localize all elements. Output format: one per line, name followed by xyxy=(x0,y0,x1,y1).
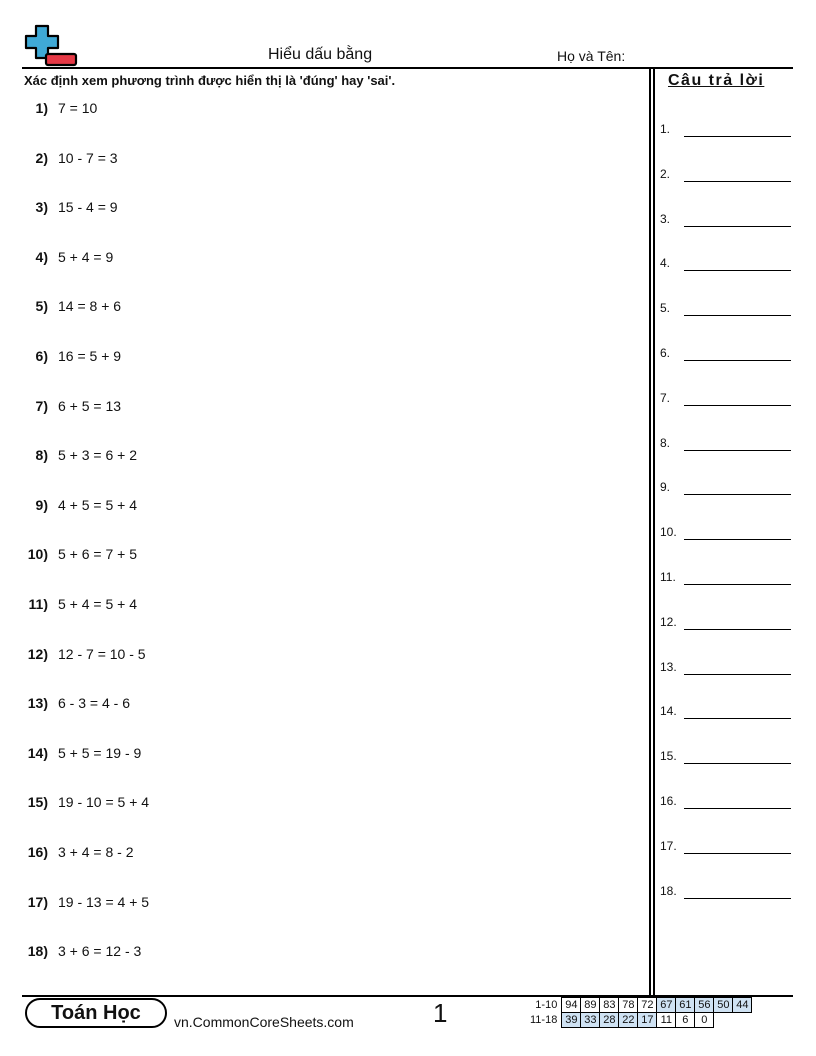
problem-equation: 10 - 7 = 3 xyxy=(58,149,118,166)
answer-number: 6. xyxy=(660,346,671,360)
score-row-label: 11-18 xyxy=(530,1014,558,1026)
answer-line[interactable] xyxy=(684,584,791,585)
problem-number: 9) xyxy=(35,496,48,513)
score-cell: 56 xyxy=(695,998,714,1013)
problem-equation: 3 + 6 = 12 - 3 xyxy=(58,943,142,960)
score-cell: 11 xyxy=(657,1013,676,1028)
instructions: Xác định xem phương trình được hiển thị là 'đúng' hay 'sai'. xyxy=(24,73,396,88)
answer-number: 9. xyxy=(660,480,671,495)
problem-equation: 3 + 4 = 8 - 2 xyxy=(58,844,134,860)
problem-number: 17) xyxy=(27,893,48,910)
answer-slot xyxy=(660,745,795,765)
page-number: 1 xyxy=(433,998,448,1028)
problem-equation: 16 = 5 + 9 xyxy=(58,348,122,364)
answer-line[interactable] xyxy=(684,181,791,182)
answer-column-divider xyxy=(649,67,651,995)
worksheet-title: Hiểu dấu bằng xyxy=(268,46,373,63)
problem-item xyxy=(22,596,137,616)
answer-line[interactable] xyxy=(684,270,791,271)
answer-number: 17. xyxy=(660,838,677,853)
problem-number: 13) xyxy=(27,695,48,712)
header-rule xyxy=(22,67,793,69)
problem-equation: 19 - 10 = 5 + 4 xyxy=(58,794,150,811)
problem-item xyxy=(22,298,121,318)
score-row xyxy=(528,1013,752,1028)
answer-line[interactable] xyxy=(684,898,791,899)
score-cell: 39 xyxy=(562,1013,581,1028)
problem-equation: 5 + 6 = 7 + 5 xyxy=(58,546,138,563)
answer-line[interactable] xyxy=(684,629,791,630)
answer-slot xyxy=(660,432,795,452)
problem-equation: 5 + 4 = 9 xyxy=(58,248,114,265)
plus-minus-logo-icon xyxy=(22,24,80,68)
problem-equation: 14 = 8 + 6 xyxy=(58,298,122,315)
answer-line[interactable] xyxy=(684,450,791,451)
answer-column-divider xyxy=(653,67,655,995)
problem-equation: 7 = 10 xyxy=(58,100,98,116)
answer-line[interactable] xyxy=(684,136,791,137)
score-cell: 33 xyxy=(581,1013,600,1028)
answer-line[interactable] xyxy=(684,405,791,406)
answer-line[interactable] xyxy=(684,315,791,316)
answer-slot xyxy=(660,835,795,855)
problem-item xyxy=(22,249,113,269)
problem-item xyxy=(22,199,118,219)
answer-slot xyxy=(660,521,795,541)
problem-equation: 5 + 4 = 5 + 4 xyxy=(58,596,138,612)
problem-item xyxy=(22,348,121,368)
score-row-label: 1-10 xyxy=(535,999,558,1011)
answer-number: 13. xyxy=(660,659,677,674)
score-cell: 44 xyxy=(733,998,752,1013)
answer-slot xyxy=(660,252,795,272)
problem-equation: 6 - 3 = 4 - 6 xyxy=(58,695,130,712)
problem-number: 5) xyxy=(35,298,48,315)
answer-slot xyxy=(660,700,795,720)
answer-line[interactable] xyxy=(684,539,791,540)
site-url: vn.CommonCoreSheets.com xyxy=(174,1014,354,1030)
score-cell: 0 xyxy=(695,1013,714,1028)
answer-line[interactable] xyxy=(684,226,791,227)
answer-number: 12. xyxy=(660,614,677,629)
score-cell: 94 xyxy=(562,998,581,1013)
problem-item xyxy=(22,745,141,765)
problem-item xyxy=(22,646,146,666)
problem-number: 7) xyxy=(35,397,48,414)
answer-slot xyxy=(660,880,795,900)
answer-number: 14. xyxy=(660,704,677,719)
problem-equation: 15 - 4 = 9 xyxy=(58,199,118,216)
answer-number: 11. xyxy=(660,570,676,584)
problem-number: 14) xyxy=(27,744,48,761)
brand-badge: Toán Học xyxy=(25,998,167,1028)
answer-number: 4. xyxy=(660,256,671,271)
answer-line[interactable] xyxy=(684,853,791,854)
answer-line[interactable] xyxy=(684,808,791,809)
score-table xyxy=(528,997,752,1028)
score-cell: 83 xyxy=(600,998,619,1013)
answer-slot xyxy=(660,476,795,496)
problem-number: 8) xyxy=(35,447,48,464)
problem-equation: 6 + 5 = 13 xyxy=(58,397,122,414)
answer-line[interactable] xyxy=(684,494,791,495)
problem-item xyxy=(22,794,149,814)
answer-number: 10. xyxy=(660,525,677,540)
problem-item xyxy=(22,894,149,914)
problem-number: 1) xyxy=(35,100,48,116)
score-cell: 17 xyxy=(638,1013,657,1028)
problem-item xyxy=(22,150,118,170)
score-cell: 67 xyxy=(657,998,676,1013)
score-row xyxy=(528,998,752,1013)
problem-number: 3) xyxy=(35,199,48,216)
problem-item xyxy=(22,943,141,963)
problem-item xyxy=(22,447,137,467)
problem-item xyxy=(22,100,97,120)
answer-number: 1. xyxy=(660,122,671,136)
answer-line[interactable] xyxy=(684,718,791,719)
name-label: Họ và Tên: xyxy=(557,48,626,64)
answer-slot xyxy=(660,118,795,138)
answer-slot xyxy=(660,297,795,317)
problem-number: 18) xyxy=(27,943,48,960)
answer-line[interactable] xyxy=(684,674,791,675)
problem-equation: 5 + 5 = 19 - 9 xyxy=(58,744,142,761)
score-cell: 28 xyxy=(600,1013,619,1028)
answer-slot xyxy=(660,163,795,183)
answer-slot xyxy=(660,342,795,362)
answer-number: 2. xyxy=(660,166,671,181)
score-cell: 61 xyxy=(676,998,695,1013)
problem-item xyxy=(22,398,121,418)
problem-number: 2) xyxy=(35,149,48,166)
answer-line[interactable] xyxy=(684,763,791,764)
score-cell: 50 xyxy=(714,998,733,1013)
problem-item xyxy=(22,497,137,517)
answer-number: 7. xyxy=(660,390,671,405)
answer-slot xyxy=(660,208,795,228)
problem-equation: 4 + 5 = 5 + 4 xyxy=(58,496,138,513)
problem-number: 10) xyxy=(27,546,48,563)
problem-number: 16) xyxy=(27,844,48,860)
problem-item xyxy=(22,844,134,864)
problem-number: 12) xyxy=(27,645,48,662)
problem-number: 11) xyxy=(28,596,48,612)
answer-number: 18. xyxy=(660,883,677,898)
problem-item xyxy=(22,695,130,715)
answer-slot xyxy=(660,387,795,407)
answer-line[interactable] xyxy=(684,360,791,361)
answer-slot xyxy=(660,790,795,810)
answer-slot xyxy=(660,656,795,676)
score-cell: 72 xyxy=(638,998,657,1013)
answers-title: Câu trả lời xyxy=(668,72,765,89)
answer-number: 15. xyxy=(660,749,677,764)
answer-number: 8. xyxy=(660,435,671,450)
problem-equation: 19 - 13 = 4 + 5 xyxy=(58,893,150,910)
problem-number: 15) xyxy=(27,794,48,811)
problem-equation: 5 + 3 = 6 + 2 xyxy=(58,447,138,464)
problem-number: 6) xyxy=(35,348,48,364)
answer-slot xyxy=(660,566,795,586)
answer-number: 5. xyxy=(660,301,671,316)
score-cell: 6 xyxy=(676,1013,695,1028)
problem-number: 4) xyxy=(35,248,48,265)
score-cell: 78 xyxy=(619,998,638,1013)
problem-item xyxy=(22,546,137,566)
score-cell: 22 xyxy=(619,1013,638,1028)
answer-number: 16. xyxy=(660,794,677,808)
answer-number: 3. xyxy=(660,211,671,226)
answer-slot xyxy=(660,611,795,631)
problem-equation: 12 - 7 = 10 - 5 xyxy=(58,645,146,662)
score-cell: 89 xyxy=(581,998,600,1013)
